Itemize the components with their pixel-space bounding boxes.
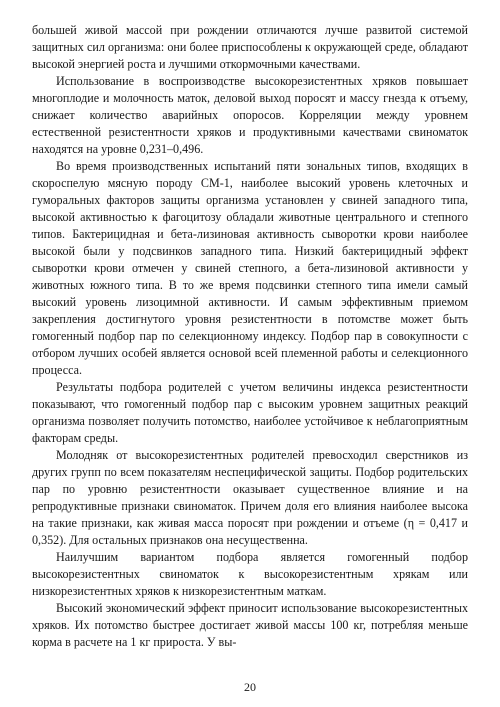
- paragraph-5: Молодняк от высокорезистентных родителей превосходил сверстников из других групп по всем показателям неспецифической защиты. Подбор родительских пар по уровню резистентности оказывает существенное влияние и на репродуктивные признаки свиноматок. Причем доля его влияния наиболее высока на такие признаки, как живая масса поросят при рождении и отъеме (η = 0,417 и 0,352). Для остальных признаков она несущественна.: [32, 448, 468, 547]
- paragraph-3: Во время производственных испытаний пяти зональных типов, входящих в скороспелую мясную породу СМ-1, наиболее высокий уровень клеточных и гуморальных факторов защиты организма установлен у свиней западного типа, высокой активностью к фагоцитозу обладали животные центрального и степного типов. Бактерицидная и бета-лизиновая активность сыворотки крови наиболее высокой были у подсвинков западного типа. Низкий бактерицидный эффект сыворотки крови отмечен у свиней степного, а бета-лизиновой активности у животных южного типа. В то же время подсвинки степного типа имели самый высокий уровень лизоцимной активности. И самым эффективным приемом закрепления достигнутого уровня резистентности в потомстве может быть гомогенный подбор пар по селекционному индексу. Подбор пар в совокупности с отбором лучших особей является основой всей племенной работы и селекционного процесса.: [32, 159, 468, 377]
- page-body: [32, 22, 468, 651]
- paragraph-2: Использование в воспроизводстве высокорезистентных хряков повышает многоплодие и молочность маток, деловой выход поросят и массу гнезда к отъему, снижает количество аварийных опоросов. Корреляции между уровнем естественной резистентности хряков и продуктивными качествами свиноматок находятся на уровне 0,231–0,496.: [32, 74, 468, 156]
- paragraph-6: Наилучшим вариантом подбора является гомогенный подбор высокорезистентных свиноматок к высокорезистентным хрякам или низкорезистентных хряков к низкорезистентным маткам.: [32, 550, 468, 598]
- paragraph-4: Результаты подбора родителей с учетом величины индекса резистентности показывают, что гомогенный подбор пар с высоким уровнем защитных реакций организма позволяет получить потомство, наиболее устойчивое к неблагоприятным факторам среды.: [32, 380, 468, 445]
- paragraph-7: Высокий экономический эффект приносит использование высокорезистентных хряков. Их потомство быстрее достигает живой массы 100 кг, потребляя меньше корма в расчете на 1 кг прироста. У вы-: [32, 601, 468, 649]
- paragraph-1: большей живой массой при рождении отличаются лучше развитой системой защитных сил организма: они более приспособлены к окружающей среде, обладают высокой энергией роста и лучшими откормочными качествами.: [32, 23, 468, 71]
- page-number: 20: [244, 680, 256, 694]
